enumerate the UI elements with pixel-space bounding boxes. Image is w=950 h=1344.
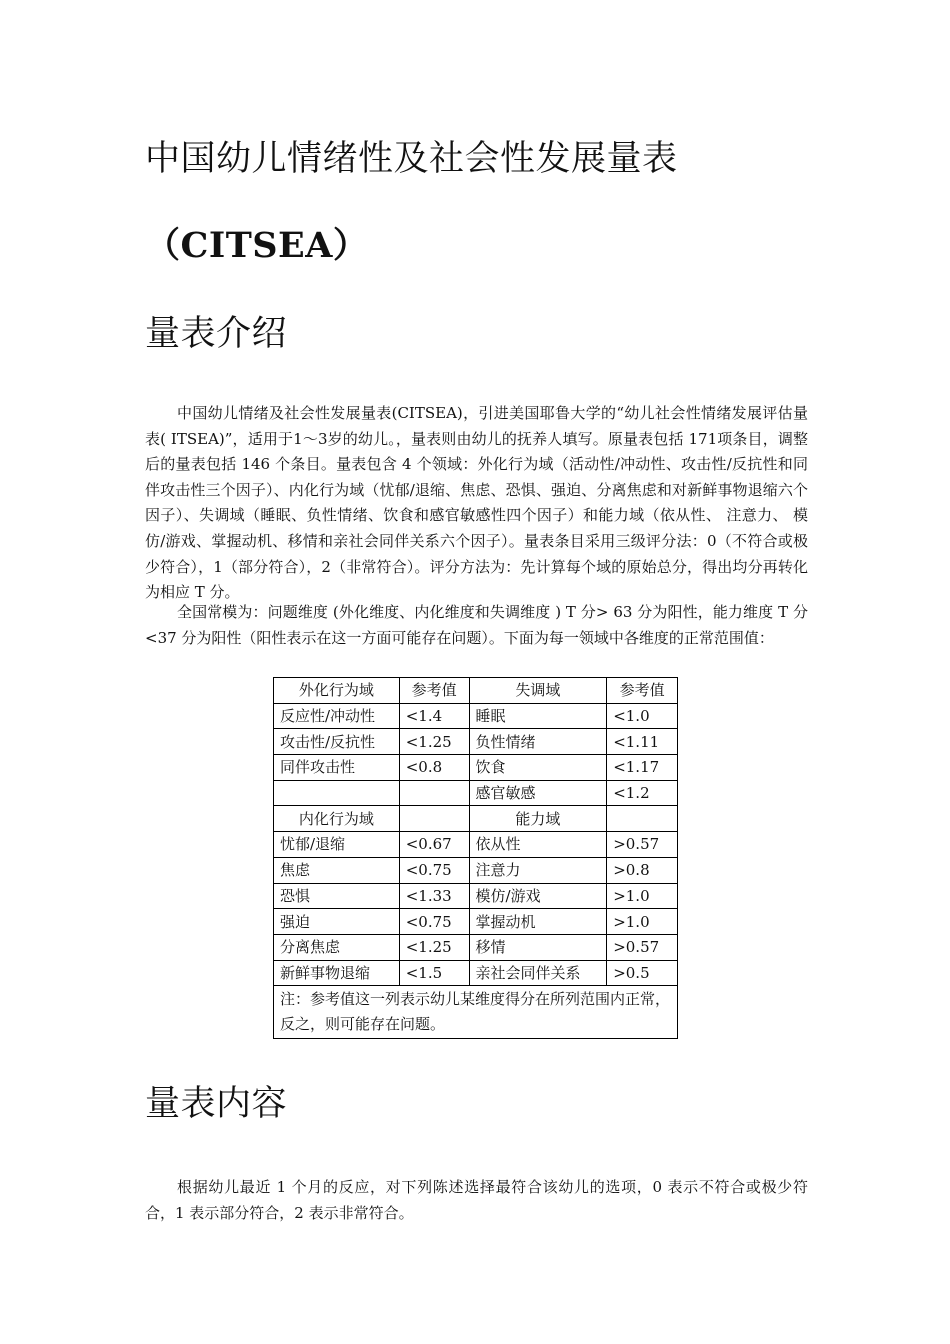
table-cell: <0.8 (399, 755, 469, 781)
table-cell: <1.2 (607, 780, 678, 806)
table-header-cell: 参考值 (399, 678, 469, 704)
table-cell: 模仿/游戏 (469, 883, 607, 909)
table-row (274, 960, 678, 986)
table-header-cell: 内化行为域 (274, 806, 400, 832)
table-cell: >0.57 (607, 934, 678, 960)
table-cell: 睡眠 (469, 703, 607, 729)
table-cell: <1.0 (607, 703, 678, 729)
table-row (274, 832, 678, 858)
table-cell (399, 780, 469, 806)
table-cell: 感官敏感 (469, 780, 607, 806)
table-cell: 攻击性/反抗性 (274, 729, 400, 755)
norm-paragraph: 全国常模为：问题维度 (外化维度、内化维度和失调维度 ) T 分> 63 分为阳性，能力维度 T 分<37 分为阳性（阳性表示在这一方面可能存在问题）。下面为每一领域中各维度的正常范围值： (145, 603, 808, 647)
document-title: 中国幼儿情绪性及社会性发展量表 (145, 139, 678, 179)
table-cell: 分离焦虑 (274, 934, 400, 960)
table-cell: 饮食 (469, 755, 607, 781)
table-cell: >1.0 (607, 909, 678, 935)
table-cell: <1.25 (399, 934, 469, 960)
table-note: 注：参考值这一列表示幼儿某维度得分在所列范围内正常，反之，则可能存在问题。 (274, 986, 678, 1039)
table-header-cell (607, 806, 678, 832)
table-cell: <1.11 (607, 729, 678, 755)
table-cell: 移情 (469, 934, 607, 960)
table-cell: >1.0 (607, 883, 678, 909)
table-cell: 同伴攻击性 (274, 755, 400, 781)
table-row (274, 909, 678, 935)
table-cell: <0.75 (399, 909, 469, 935)
reference-value-table (273, 677, 678, 1039)
table-cell: <1.25 (399, 729, 469, 755)
section-heading-intro: 量表介绍 (145, 314, 288, 354)
table-row (274, 755, 678, 781)
intro-paragraph: 中国幼儿情绪及社会性发展量表(CITSEA)，引进美国耶鲁大学的“幼儿社会性情绪发展评估量表( ITSEA)”，适用于1～3岁的幼儿。，量表则由幼儿的抚养人填写。原量表包括 171项条目，调整后的量表包括 146 个条目。量表包含 4 个领域：外化行为域（活动性/冲动性、攻击性/反抗性和同伴攻击性三个因子）、内化行为域（忧郁/退缩、焦虑、恐惧、强迫、分离焦虑和对新鲜事物退缩六个因子）、失调域（睡眠、负性情绪、饮食和感官敏感性四个因子）和能力域（依从性、 注意力、 模仿/游戏、掌握动机、移情和亲社会同伴关系六个因子）。量表条目采用三级评分法：0（不符合或极少符合），1（部分符合），2（非常符合）。评分方法为：先计算每个域的原始总分，得出均分再转化为相应 T 分。 (145, 404, 808, 602)
table-cell: 忧郁/退缩 (274, 832, 400, 858)
table-cell: <1.5 (399, 960, 469, 986)
table-cell: 依从性 (469, 832, 607, 858)
table-cell: 反应性/冲动性 (274, 703, 400, 729)
table-header-row (274, 678, 678, 704)
content-paragraph: 根据幼儿最近 1 个月的反应，对下列陈述选择最符合该幼儿的选项，0 表示不符合或极少符合，1 表示部分符合，2 表示非常符合。 (145, 1178, 808, 1222)
table-header-cell: 参考值 (607, 678, 678, 704)
table-cell: 强迫 (274, 909, 400, 935)
table-subheader-row (274, 806, 678, 832)
table-cell: 焦虑 (274, 857, 400, 883)
table-cell: >0.57 (607, 832, 678, 858)
table-header-cell: 能力域 (469, 806, 607, 832)
table-header-cell (399, 806, 469, 832)
table-note-row (274, 986, 678, 1039)
table-cell: 注意力 (469, 857, 607, 883)
section-heading-content: 量表内容 (145, 1084, 288, 1124)
table-row (274, 729, 678, 755)
table-cell: <1.4 (399, 703, 469, 729)
table-row (274, 780, 678, 806)
table-cell: <0.75 (399, 857, 469, 883)
table-row (274, 934, 678, 960)
table-cell: <1.17 (607, 755, 678, 781)
table-cell: 负性情绪 (469, 729, 607, 755)
table-cell: >0.5 (607, 960, 678, 986)
table-header-cell: 外化行为域 (274, 678, 400, 704)
table-cell: 恐惧 (274, 883, 400, 909)
table-cell: 亲社会同伴关系 (469, 960, 607, 986)
table-cell: >0.8 (607, 857, 678, 883)
table-row (274, 703, 678, 729)
table-cell: 新鲜事物退缩 (274, 960, 400, 986)
table-row (274, 883, 678, 909)
table-cell (274, 780, 400, 806)
table-header-cell: 失调域 (469, 678, 607, 704)
document-title-abbreviation: （CITSEA） (145, 225, 369, 266)
table-cell: 掌握动机 (469, 909, 607, 935)
table-row (274, 857, 678, 883)
table-cell: <0.67 (399, 832, 469, 858)
table-cell: <1.33 (399, 883, 469, 909)
